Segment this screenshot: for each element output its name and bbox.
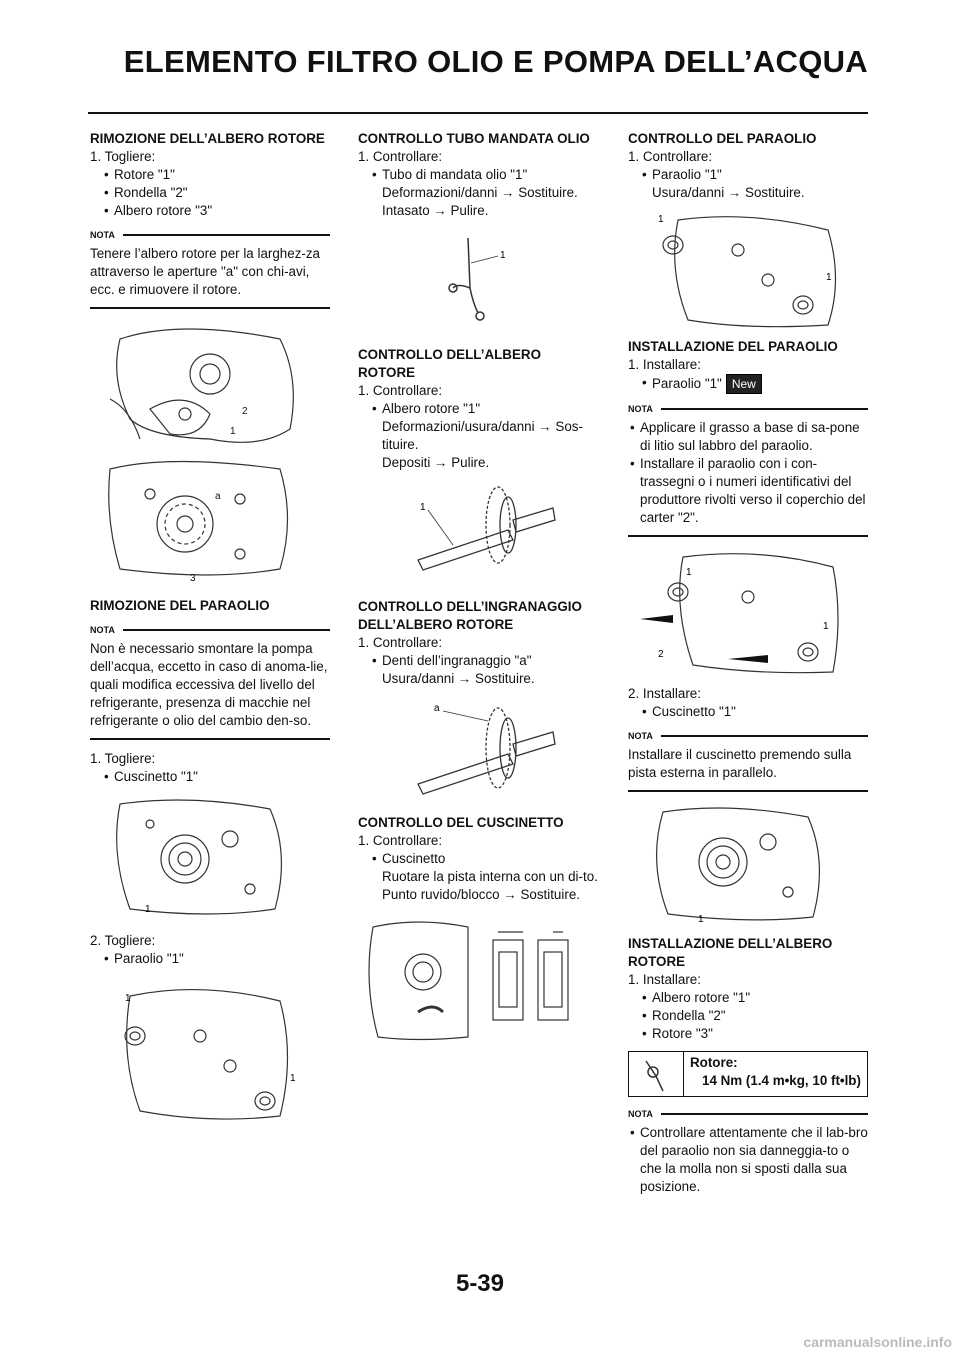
step: 1. Installare:	[628, 357, 701, 372]
list-item: • Cuscinetto	[370, 850, 598, 868]
note-box	[628, 400, 868, 537]
note-text: Non è necessario smontare la pompa dell’acqua, eccetto in caso di anoma-lie, quali modifica eccessiva del livello del refrigerante, presenza di macchie nel refrigerante o olio del cambio den-so.	[90, 641, 328, 728]
step: 2. Togliere:	[90, 933, 156, 948]
step: 1. Controllare:	[358, 833, 443, 848]
list-item-text: Paraolio "1"	[652, 376, 722, 391]
list-item: • Cuscinetto "1"	[102, 768, 330, 786]
instruction-line: Usura/danni → Sostituire.	[382, 671, 535, 686]
svg-text:1: 1	[823, 621, 829, 632]
note-text: Installare il cuscinetto premendo sulla pista esterna in parallelo.	[628, 747, 852, 780]
svg-text:1: 1	[500, 250, 506, 261]
step: 1. Togliere:	[90, 149, 156, 164]
section-title: INSTALLAZIONE DEL PARAOLIO	[628, 339, 838, 354]
svg-text:1: 1	[290, 1073, 296, 1084]
section-title: CONTROLLO DEL CUSCINETTO	[358, 815, 564, 830]
section-title: RIMOZIONE DEL PARAOLIO	[90, 598, 270, 613]
instruction-line: Depositi → Pulire.	[382, 455, 490, 470]
new-badge: New	[726, 374, 762, 394]
note-item: • Installare il paraolio con i con-trassegni o i numeri identificativi del produttore rivolti verso il coperchio del carter "2".	[628, 455, 868, 527]
step: 1. Controllare:	[358, 383, 443, 398]
note-item: • Applicare il grasso a base di sa-pone di litio sul labbro del paraolio.	[628, 419, 868, 455]
oil-seal-check-figure	[628, 210, 868, 330]
svg-text:1: 1	[420, 502, 426, 513]
list-item: • Albero rotore "1"	[370, 400, 598, 418]
list-item: • Cuscinetto "1"	[640, 703, 868, 721]
list-item	[640, 374, 868, 394]
svg-text:1: 1	[125, 993, 131, 1004]
list-item: • Paraolio "1"	[102, 950, 330, 968]
note-label: NOTA	[628, 404, 653, 414]
bearing-removal-figure	[90, 794, 330, 924]
spec-title: Rotore:	[690, 1055, 738, 1070]
note-box	[90, 621, 330, 740]
svg-text:1: 1	[658, 214, 664, 225]
step: 1. Controllare:	[358, 149, 443, 164]
instruction-line: Intasato → Pulire.	[382, 203, 489, 218]
step: 1. Controllare:	[358, 635, 443, 650]
instruction-line: Usura/danni → Sostituire.	[652, 185, 805, 200]
footer-watermark: carmanualsonline.info	[803, 1334, 952, 1350]
column-1	[90, 130, 330, 1134]
list-item: • Rondella "2"	[640, 1007, 868, 1025]
note-item: • Controllare attentamente che il lab-bro del paraolio non sia danneggia-to o che la molla non si sposti dalla sua posizione.	[628, 1124, 868, 1196]
torque-wrench-icon	[641, 1056, 671, 1096]
list-item: • Albero rotore "3"	[102, 202, 330, 220]
step: 1. Togliere:	[90, 751, 156, 766]
svg-text:1: 1	[826, 272, 832, 283]
svg-text:a: a	[434, 703, 440, 714]
bearing-install-figure	[628, 802, 868, 927]
list-item: • Denti dell’ingranaggio "a"	[370, 652, 598, 670]
step: 2. Installare:	[628, 686, 701, 701]
section-title: CONTROLLO DELL’ALBERO ROTORE	[358, 347, 541, 380]
page-number: 5-39	[455, 1270, 505, 1297]
list-item: • Albero rotore "1"	[640, 989, 868, 1007]
note-box	[628, 727, 868, 792]
section-title: INSTALLAZIONE DELL’ALBERO ROTORE	[628, 936, 833, 969]
rotor-removal-figure	[90, 319, 330, 589]
column-2	[358, 130, 598, 1055]
svg-text:1: 1	[230, 426, 236, 437]
list-item: • Paraolio "1"	[640, 166, 868, 184]
page-title: ELEMENTO FILTRO OLIO E POMPA DELL’ACQUA	[123, 44, 868, 79]
instruction-line: Ruotare la pista interna con un di-to.	[382, 869, 598, 884]
step: 1. Controllare:	[628, 149, 713, 164]
note-text: Tenere l’albero rotore per la larghez-za attraverso le aperture "a" con chi-avi, ecc. e rimuovere il rotore.	[90, 246, 320, 297]
section-title: CONTROLLO DEL PARAOLIO	[628, 131, 817, 146]
note-label: NOTA	[628, 1109, 653, 1119]
step: 1. Installare:	[628, 972, 701, 987]
list-item: • Rondella "2"	[102, 184, 330, 202]
oil-delivery-pipe-figure	[358, 228, 598, 338]
note-label: NOTA	[90, 230, 115, 240]
list-item: • Rotore "1"	[102, 166, 330, 184]
rotor-gear-figure	[358, 696, 598, 806]
list-item: • Rotore "3"	[640, 1025, 868, 1043]
section-title: CONTROLLO TUBO MANDATA OLIO	[358, 131, 590, 146]
svg-text:2: 2	[242, 406, 248, 417]
svg-text:1: 1	[698, 914, 704, 925]
oil-seal-install-figure	[628, 547, 868, 677]
column-3	[628, 130, 868, 1214]
note-box	[90, 226, 330, 309]
svg-text:2: 2	[658, 649, 664, 660]
note-label: NOTA	[628, 731, 653, 741]
svg-text:1: 1	[145, 904, 151, 915]
svg-text:1: 1	[686, 567, 692, 578]
bearing-check-figure	[358, 912, 598, 1047]
spec-value: 14 Nm (1.4 m•kg, 10 ft•lb)	[702, 1073, 861, 1088]
instruction-line: Deformazioni/danni → Sostituire.	[382, 185, 578, 200]
torque-spec-box	[628, 1051, 868, 1097]
instruction-line: Deformazioni/usura/danni → Sos-tituire.	[382, 419, 583, 452]
rotor-shaft-figure	[358, 480, 598, 590]
svg-text:a: a	[215, 491, 221, 502]
note-label: NOTA	[90, 625, 115, 635]
section-title: RIMOZIONE DELL’ALBERO ROTORE	[90, 131, 325, 146]
list-item: • Tubo di mandata olio "1"	[370, 166, 598, 184]
note-box	[628, 1105, 868, 1204]
section-title: CONTROLLO DELL’INGRANAGGIO DELL’ALBERO ROTORE	[358, 599, 582, 632]
header-rule	[88, 112, 868, 114]
oil-seal-removal-figure	[90, 976, 330, 1126]
instruction-line: Punto ruvido/blocco → Sostituire.	[382, 887, 580, 902]
svg-text:3: 3	[190, 573, 196, 584]
